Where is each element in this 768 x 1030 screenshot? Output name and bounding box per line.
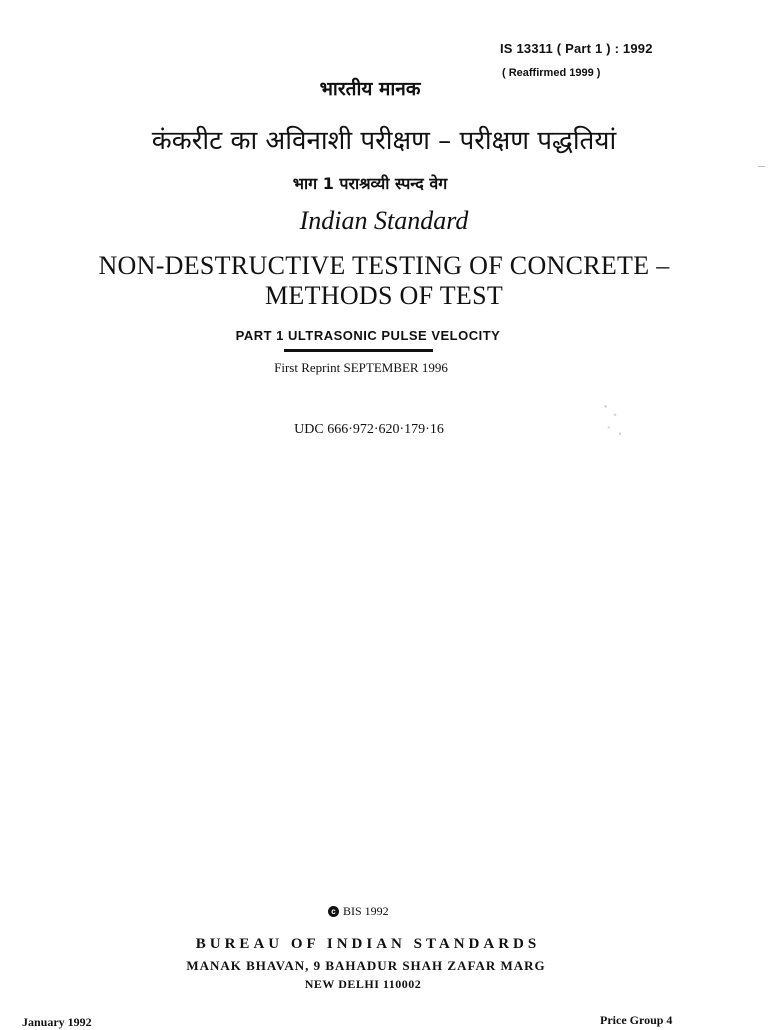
price-group: Price Group 4 [600, 1013, 673, 1027]
hindi-title: कंकरीट का अविनाशी परीक्षण – परीक्षण पद्धतियां [151, 126, 617, 156]
document-title [0, 251, 768, 311]
reaffirmed-note: ( Reaffirmed 1999 ) [502, 67, 601, 79]
publisher-address-line-1: MANAK BHAVAN, 9 BAHADUR SHAH ZAFAR MARG [186, 958, 546, 973]
scan-speckle [596, 398, 628, 440]
publication-date: January 1992 [22, 1015, 92, 1029]
copyright-text: BIS 1992 [343, 904, 389, 918]
publisher-address-line-2: NEW DELHI 110002 [304, 977, 422, 991]
standard-number: IS 13311 ( Part 1 ) : 1992 [500, 41, 653, 56]
title-rule [284, 349, 433, 352]
publisher-name: BUREAU OF INDIAN STANDARDS [195, 936, 541, 952]
hindi-part-title: भाग 1 पराश्रव्यी स्पन्द वेग [292, 174, 448, 193]
udc-number: UDC 666·972·620·179·16 [294, 422, 444, 437]
reprint-note: First Reprint SEPTEMBER 1996 [274, 360, 448, 375]
title-line-1: NON-DESTRUCTIVE TESTING OF CONCRETE – [98, 251, 670, 280]
margin-mark [758, 166, 765, 167]
hindi-standard-heading: भारतीय मानक [319, 78, 421, 100]
title-line-2: METHODS OF TEST [264, 281, 504, 310]
indian-standard-heading: Indian Standard [299, 206, 469, 235]
part-title: PART 1 ULTRASONIC PULSE VELOCITY [235, 328, 501, 343]
copyright-icon: c [328, 906, 339, 917]
copyright-notice [328, 904, 389, 919]
